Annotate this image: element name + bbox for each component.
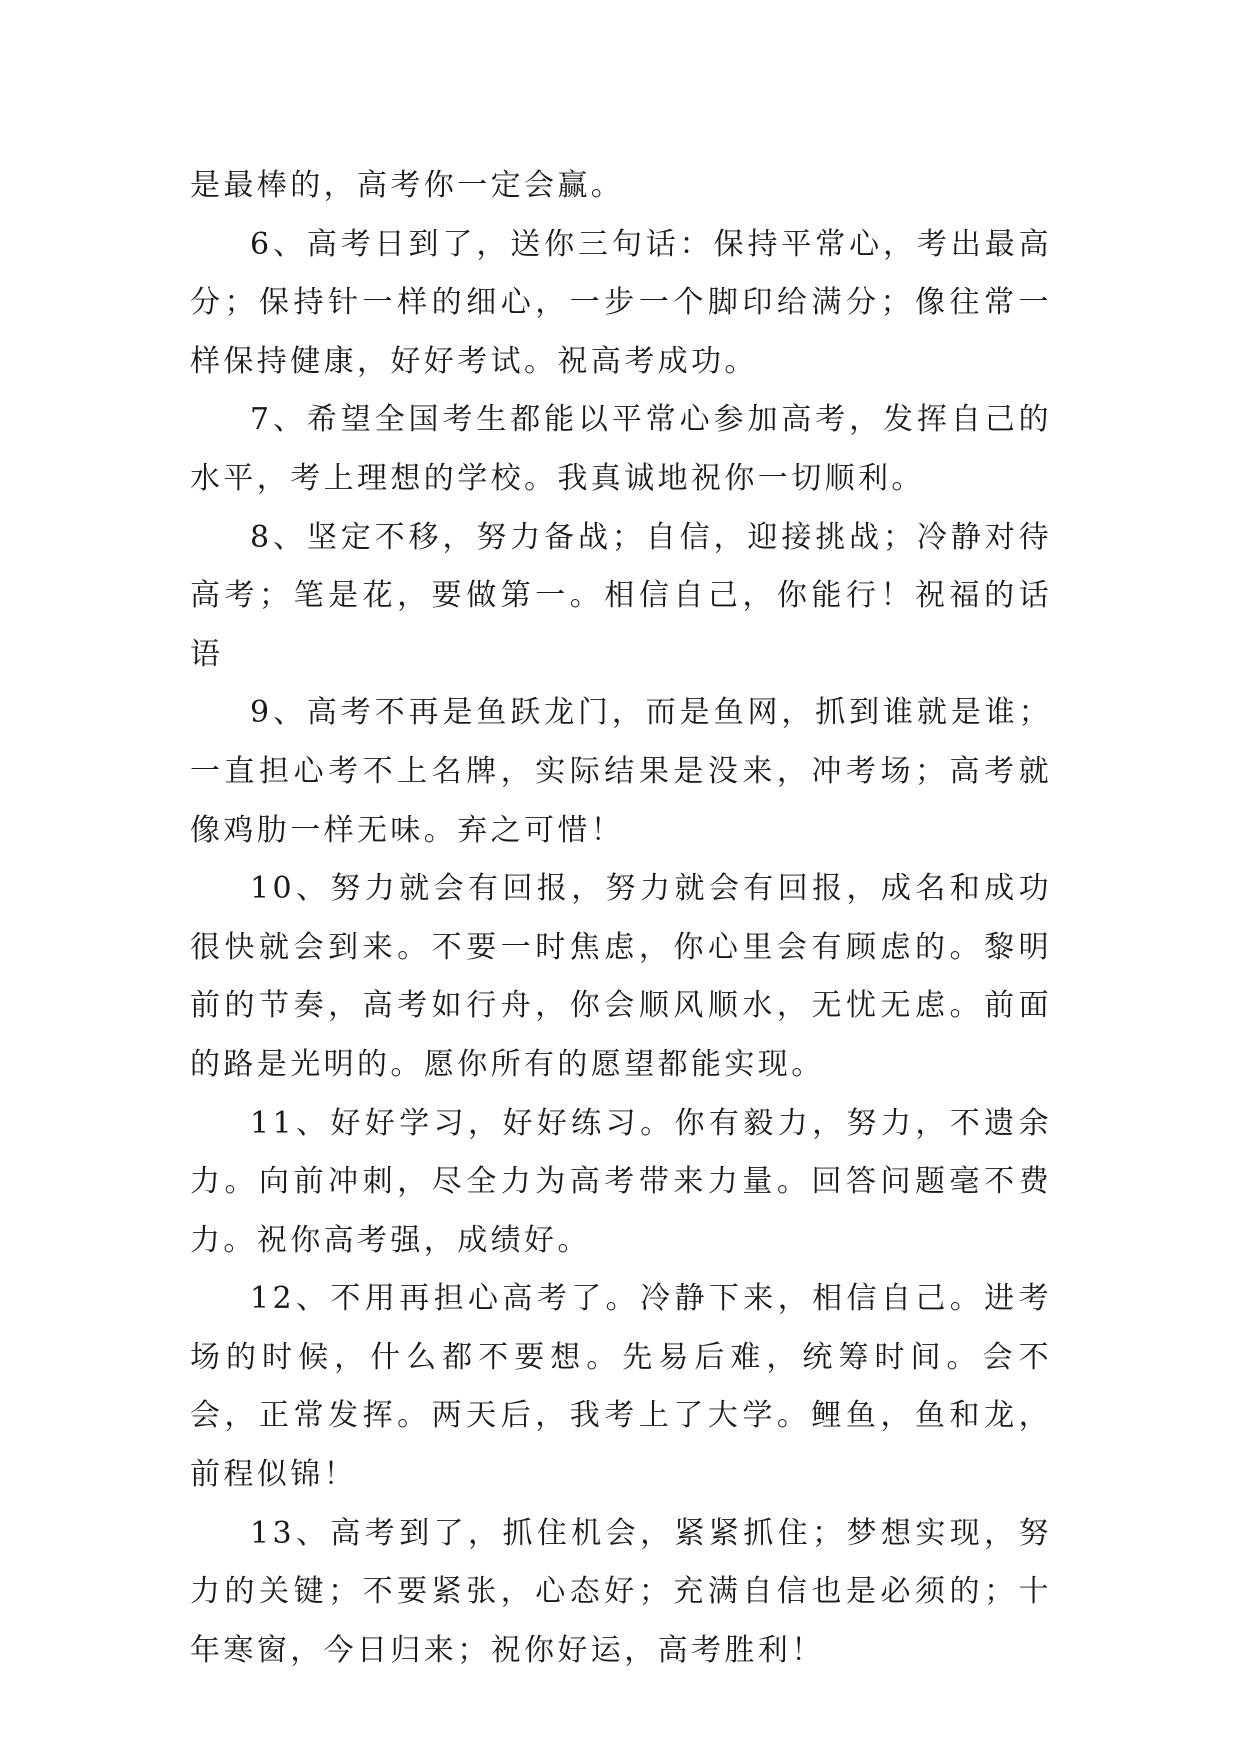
paragraph-11: 11、好好学习，好好练习。你有毅力，努力，不遗余力。向前冲刺，尽全力为高考带来力量。回答问题毫不费力。祝你高考强，成绩好。 [190,1105,1052,1258]
paragraph-12: 12、不用再担心高考了。冷静下来，相信自己。进考场的时候，什么都不要想。先易后难，统筹时间。会不会，正常发挥。两天后，我考上了大学。鲤鱼，鱼和龙，前程似锦！ [190,1281,1052,1493]
paragraph-10: 10、努力就会有回报，努力就会有回报，成名和成功很快就会到来。不要一时焦虑，你心里会有顾虑的。黎明前的节奏，高考如行舟，你会顺风顺水，无忧无虑。前面的路是光明的。愿你所有的愿望都能实现。 [190,871,1052,1082]
document-body [190,157,1052,1680]
paragraph-8: 8、坚定不移，努力备战；自信，迎接挑战；冷静对待高考；笔是花，要做第一。相信自己，你能行！祝福的话语 [190,519,1052,672]
paragraph-continued: 是最棒的，高考你一定会赢。 [190,168,625,203]
paragraph-7: 7、希望全国考生都能以平常心参加高考，发挥自己的水平，考上理想的学校。我真诚地祝你一切顺利。 [190,402,1052,496]
paragraph-9: 9、高考不再是鱼跃龙门，而是鱼网，抓到谁就是谁；一直担心考不上名牌，实际结果是没来，冲考场；高考就像鸡肋一样无味。弃之可惜！ [190,695,1052,848]
paragraph-6: 6、高考日到了，送你三句话：保持平常心，考出最高分；保持针一样的细心，一步一个脚印给满分；像往常一样保持健康，好好考试。祝高考成功。 [190,226,1052,379]
paragraph-13: 13、高考到了，抓住机会，紧紧抓住；梦想实现，努力的关键；不要紧张，心态好；充满自信也是必须的；十年寒窗，今日归来；祝你好运，高考胜利！ [190,1515,1052,1668]
